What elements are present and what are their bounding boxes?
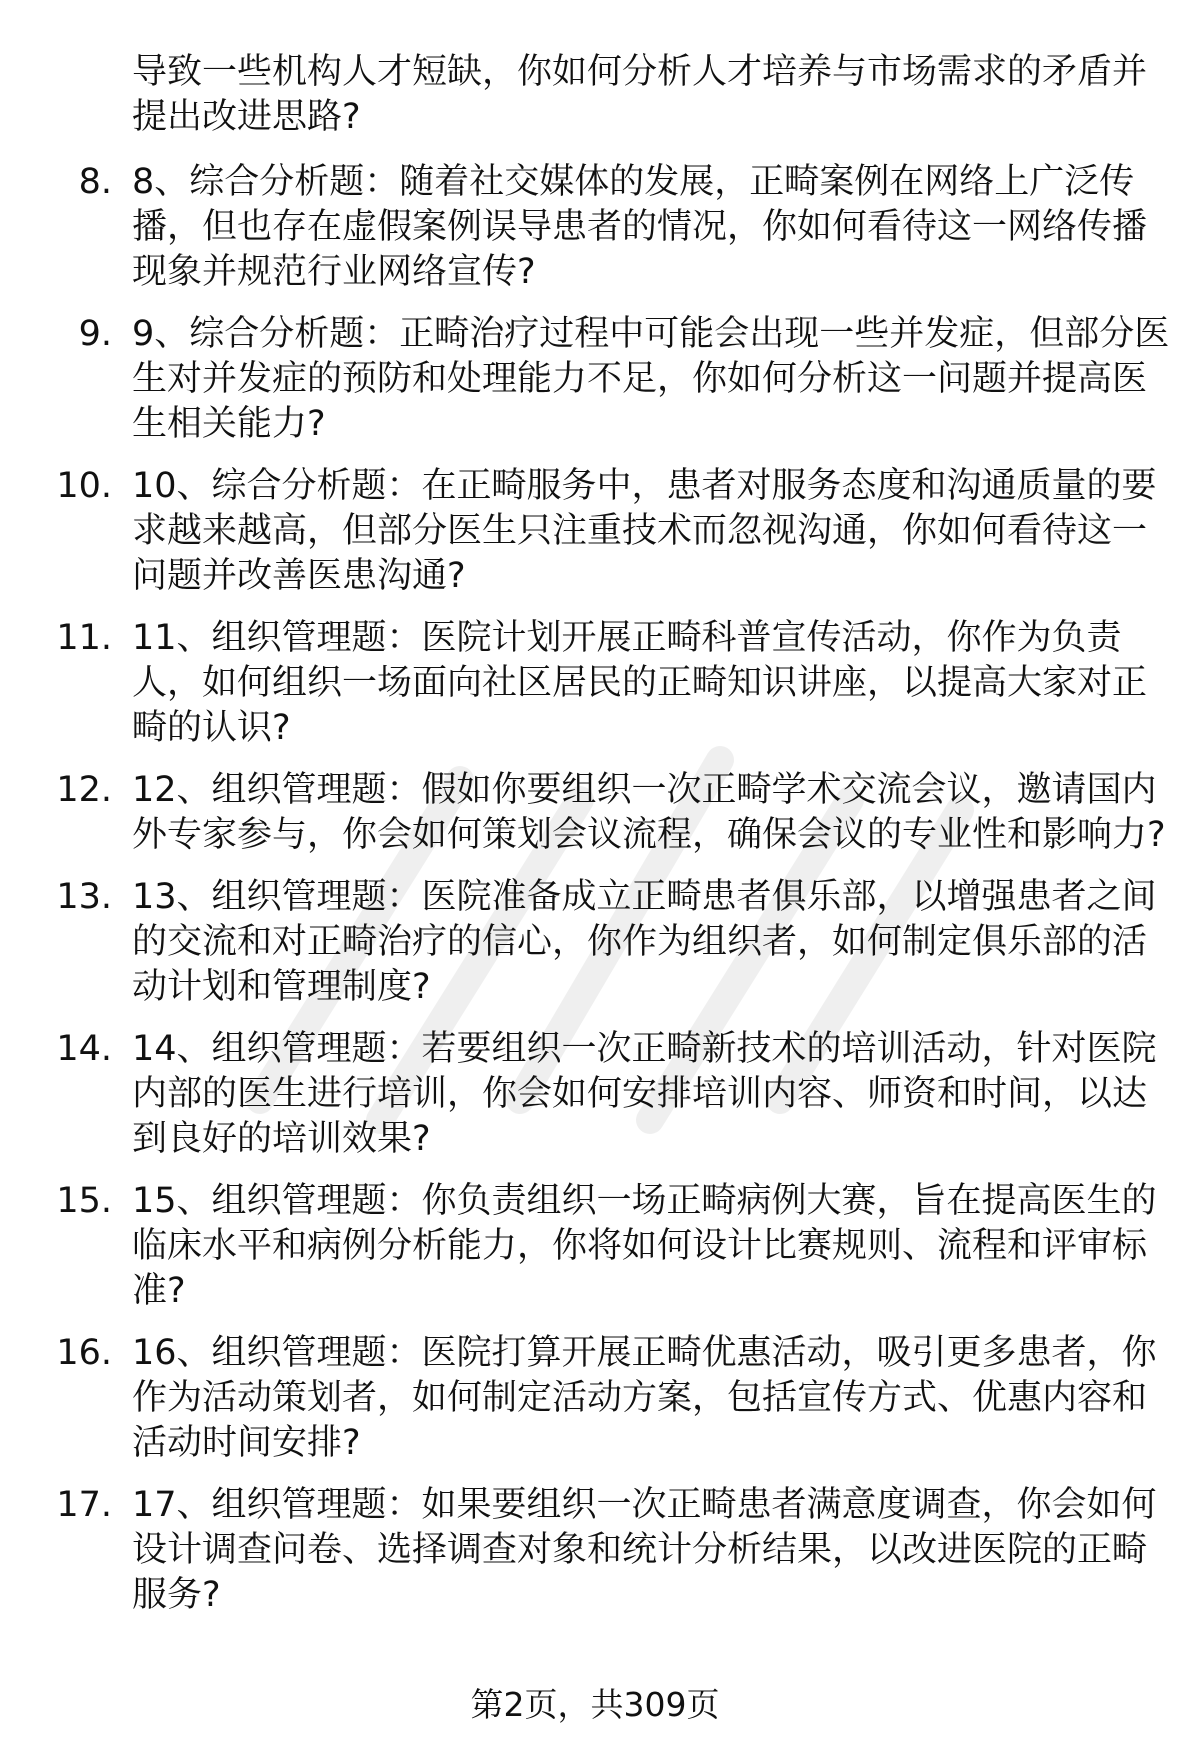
list-item <box>0 875 1190 1010</box>
question-text: 16、组织管理题：医院打算开展正畸优惠活动，吸引更多患者，你作为活动策划者，如何制定活动方案，包括宣传方式、优惠内容和活动时间安排? <box>132 1333 1157 1463</box>
question-text: 13、组织管理题：医院准备成立正畸患者俱乐部，以增强患者之间的交流和对正畸治疗的信心，你作为组织者，如何制定俱乐部的活动计划和管理制度? <box>132 877 1157 1007</box>
list-item <box>0 616 1190 751</box>
question-text: 9、综合分析题：正畸治疗过程中可能会出现一些并发症，但部分医生对并发症的预防和处理能力不足，你如何分析这一问题并提高医生相关能力? <box>132 314 1170 444</box>
question-number: 10. <box>56 466 112 506</box>
question-text: 11、组织管理题：医院计划开展正畸科普宣传活动，你作为负责人，如何组织一场面向社区居民的正畸知识讲座，以提高大家对正畸的认识? <box>132 618 1148 748</box>
question-text: 8、综合分析题：随着社交媒体的发展，正畸案例在网络上广泛传播，但也存在虚假案例误导患者的情况，你如何看待这一网络传播现象并规范行业网络宣传? <box>132 162 1148 292</box>
question-number: 14. <box>56 1029 112 1069</box>
question-number: 11. <box>56 618 112 658</box>
page-footer: 第2页，共309页 <box>470 1685 720 1724</box>
question-number: 15. <box>56 1181 112 1221</box>
question-number: 8. <box>78 162 112 202</box>
question-text: 17、组织管理题：如果要组织一次正畸患者满意度调查，你会如何设计调查问卷、选择调查对象和统计分析结果，以改进医院的正畸服务? <box>132 1485 1157 1615</box>
list-item <box>0 1179 1190 1314</box>
question-number: 13. <box>56 877 112 917</box>
question-text: 12、组织管理题：假如你要组织一次正畸学术交流会议，邀请国内外专家参与，你会如何策划会议流程，确保会议的专业性和影响力? <box>132 770 1166 855</box>
list-item <box>0 312 1190 447</box>
list-item <box>0 1027 1190 1162</box>
list-item <box>0 1483 1190 1618</box>
question-number: 12. <box>56 770 112 810</box>
question-number: 17. <box>56 1485 112 1525</box>
list-item <box>0 768 1190 858</box>
list-item <box>0 1331 1190 1466</box>
question-number: 16. <box>56 1333 112 1373</box>
continued-question-text: 导致一些机构人才短缺，你如何分析人才培养与市场需求的矛盾并提出改进思路? <box>132 52 1148 137</box>
question-number: 9. <box>78 314 112 354</box>
list-item <box>0 160 1190 295</box>
list-item <box>0 464 1190 599</box>
question-list <box>0 160 1190 1635</box>
question-text: 15、组织管理题：你负责组织一场正畸病例大赛，旨在提高医生的临床水平和病例分析能力，你将如何设计比赛规则、流程和评审标准? <box>132 1181 1157 1311</box>
question-text: 14、组织管理题：若要组织一次正畸新技术的培训活动，针对医院内部的医生进行培训，你会如何安排培训内容、师资和时间，以达到良好的培训效果? <box>132 1029 1157 1159</box>
question-text: 10、综合分析题：在正畸服务中，患者对服务态度和沟通质量的要求越来越高，但部分医生只注重技术而忽视沟通，你如何看待这一问题并改善医患沟通? <box>132 466 1157 596</box>
